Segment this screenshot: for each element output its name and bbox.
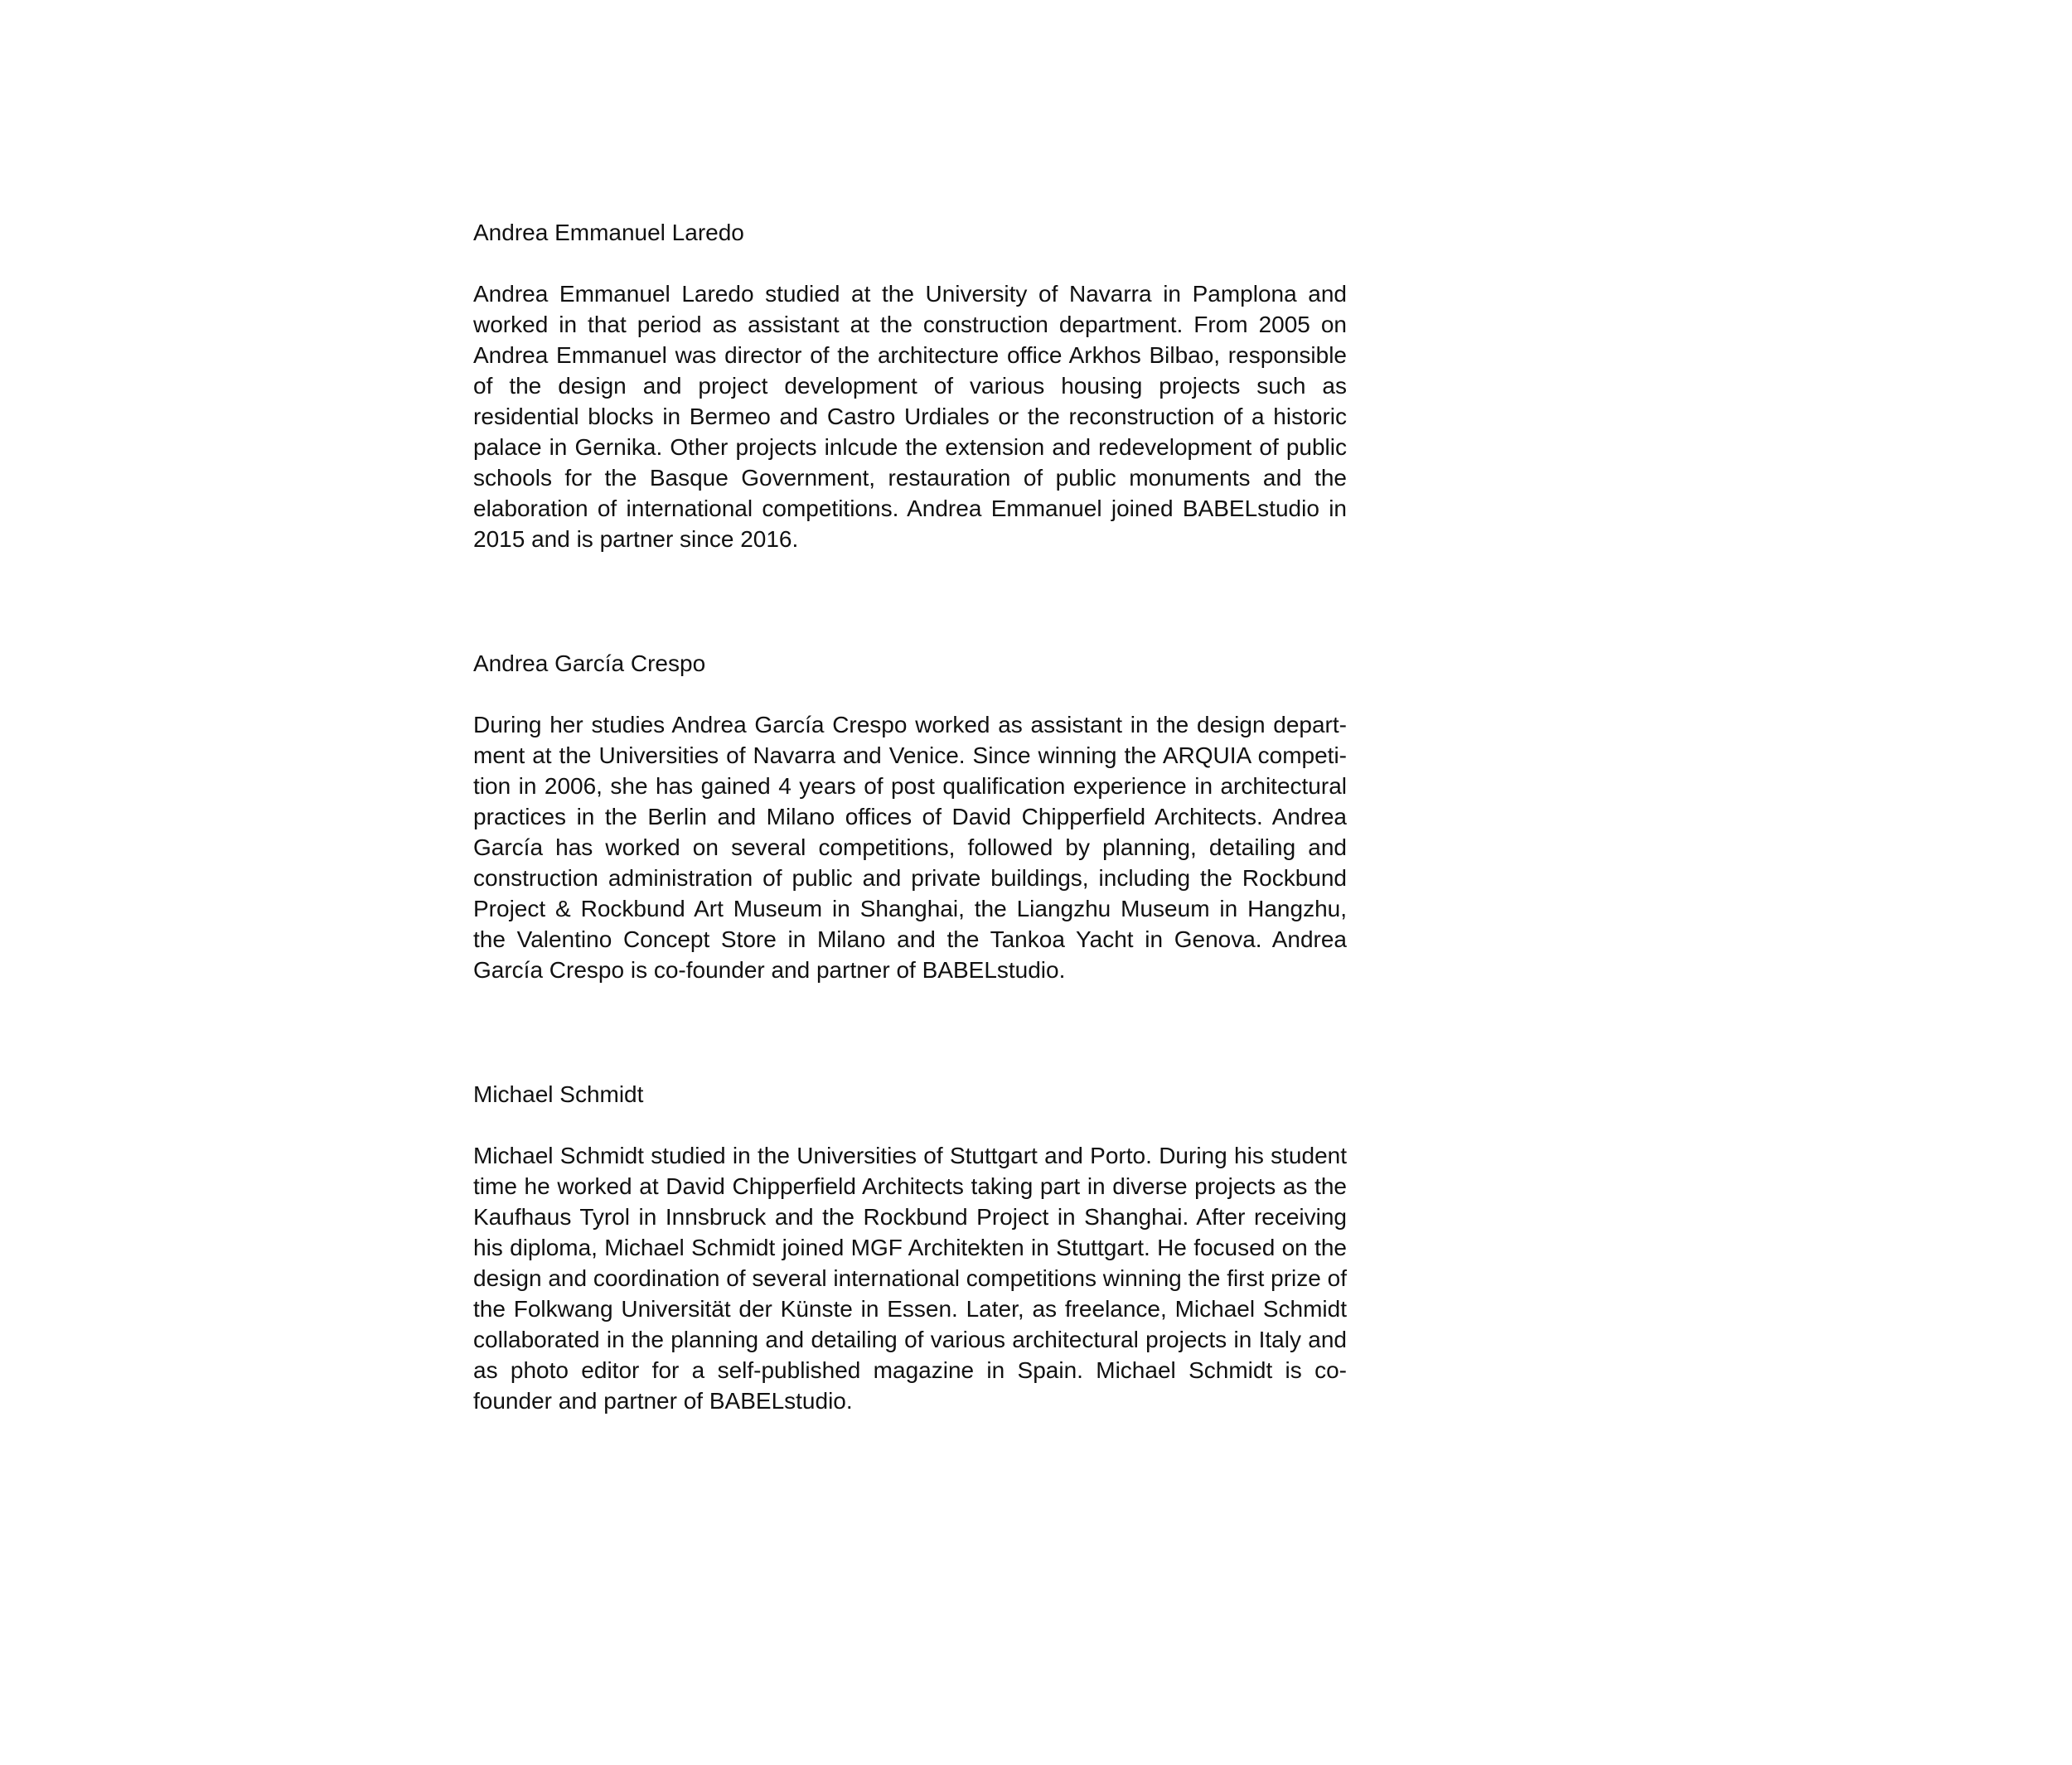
bio-name: Andrea Emmanuel Laredo (473, 220, 744, 245)
bio-text: Andrea Emmanuel Laredo studied at the University of Navarra in Pamplona and worked in that period as assistant at the construction department. From 2005 on Andrea Emmanuel was director of the architecture office Arkhos Bilbao, responsible of the design and project development of various housing projects such as residential blocks in Bermeo and Castro Urdiales or the reconstruction of a historic palace in Gernika. Other projects inlcude the extension and redevelopment of public schools for the Basque Government, restauration of public monuments and the elaboration of international competitions. Andrea Emmanuel joined BABELstudio in 2015 and is partner since 2016. (473, 281, 1347, 552)
bio-section-laredo (473, 217, 1347, 554)
bio-text: During her studies Andrea García Crespo worked as assistant in the design department at the Universities of Navarra and Venice. Since winning the ARQUIA competition in 2006, she has gained 4 years of post qualification experience in architectural practices in the Berlin and Milano offices of David Chipperfield Architects. Andrea García has worked on several competitions, followed by planning, detailing and construction administration of public and private buildings, including the Rockbund Project & Rockbund Art Museum in Shanghai, the Liangzhu Museum in Hangzhu, the Valentino Concept Store in Milano and the Tankoa Yacht in Genova. Andrea García Crespo is co-founder and partner of BABELstudio. (473, 712, 1347, 983)
bio-section-schmidt (473, 1079, 1347, 1416)
bio-column (473, 217, 1347, 1510)
bio-name: Andrea García Crespo (473, 650, 706, 676)
bio-text: Michael Schmidt studied in the Universities of Stuttgart and Porto. During his student time he worked at David Chipperfield Architects taking part in diverse projects as the Kaufhaus Tyrol in Innsbruck and the Rockbund Project in Shanghai. After receiving his diploma, Michael Schmidt joined MGF Architekten in Stuttgart. He focused on the design and coordination of several international competitions winning the first prize of the Folkwang Universität der Künste in Essen. Later, as freelance, Michael Schmidt collaborated in the planning and detailing of various architectural projects in Italy and as photo editor for a self-published magazine in Spain. Michael Schmidt is co-founder and partner of BABELstudio. (473, 1143, 1347, 1414)
bio-name: Michael Schmidt (473, 1081, 644, 1107)
bio-section-garcia-crespo (473, 648, 1347, 985)
